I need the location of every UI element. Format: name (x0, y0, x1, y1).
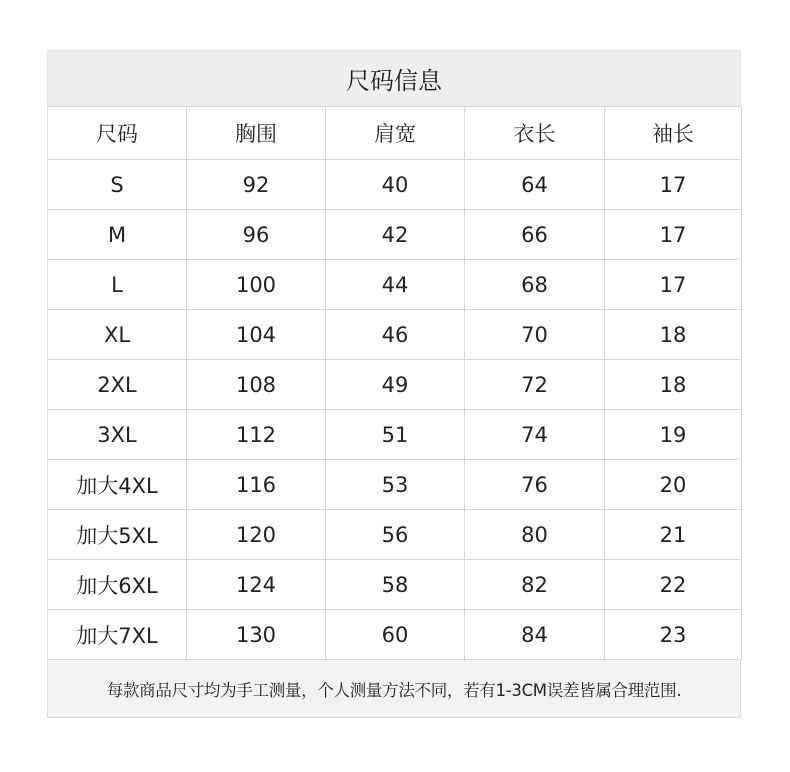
chest-cell: 120 (187, 510, 326, 560)
size-cell: S (48, 160, 187, 210)
sleeve-cell: 17 (605, 260, 742, 310)
chest-cell: 112 (187, 410, 326, 460)
chest-cell: 104 (187, 310, 326, 360)
length-cell: 70 (465, 310, 605, 360)
shoulder-cell: 58 (326, 560, 465, 610)
chest-cell: 92 (187, 160, 326, 210)
table-row (48, 460, 742, 510)
size-cell: 2XL (48, 360, 187, 410)
shoulder-cell: 53 (326, 460, 465, 510)
column-header-sleeve: 袖长 (605, 107, 742, 160)
sleeve-cell: 18 (605, 360, 742, 410)
size-table (47, 106, 742, 660)
table-row (48, 310, 742, 360)
sleeve-cell: 22 (605, 560, 742, 610)
chest-cell: 96 (187, 210, 326, 260)
header-row (48, 107, 742, 160)
shoulder-cell: 42 (326, 210, 465, 260)
length-cell: 68 (465, 260, 605, 310)
length-cell: 84 (465, 610, 605, 660)
size-cell: L (48, 260, 187, 310)
length-cell: 72 (465, 360, 605, 410)
length-cell: 74 (465, 410, 605, 460)
shoulder-cell: 49 (326, 360, 465, 410)
size-chart (47, 50, 741, 718)
column-header-size: 尺码 (48, 107, 187, 160)
sleeve-cell: 21 (605, 510, 742, 560)
length-cell: 80 (465, 510, 605, 560)
table-row (48, 410, 742, 460)
column-header-chest: 胸围 (187, 107, 326, 160)
chest-cell: 130 (187, 610, 326, 660)
table-row (48, 360, 742, 410)
sleeve-cell: 23 (605, 610, 742, 660)
sleeve-cell: 19 (605, 410, 742, 460)
table-row (48, 160, 742, 210)
column-header-length: 衣长 (465, 107, 605, 160)
length-cell: 66 (465, 210, 605, 260)
shoulder-cell: 46 (326, 310, 465, 360)
measurement-note: 每款商品尺寸均为手工测量，个人测量方法不同，若有1-3CM误差皆属合理范围. (47, 660, 741, 718)
shoulder-cell: 44 (326, 260, 465, 310)
shoulder-cell: 40 (326, 160, 465, 210)
size-cell: 加大5XL (48, 510, 187, 560)
length-cell: 64 (465, 160, 605, 210)
size-chart-title: 尺码信息 (47, 50, 741, 106)
length-cell: 82 (465, 560, 605, 610)
chest-cell: 100 (187, 260, 326, 310)
size-cell: M (48, 210, 187, 260)
column-header-shoulder: 肩宽 (326, 107, 465, 160)
chest-cell: 124 (187, 560, 326, 610)
sleeve-cell: 17 (605, 210, 742, 260)
table-row (48, 560, 742, 610)
shoulder-cell: 56 (326, 510, 465, 560)
length-cell: 76 (465, 460, 605, 510)
table-row (48, 510, 742, 560)
size-cell: 加大4XL (48, 460, 187, 510)
shoulder-cell: 51 (326, 410, 465, 460)
chest-cell: 108 (187, 360, 326, 410)
table-row (48, 260, 742, 310)
size-cell: 加大6XL (48, 560, 187, 610)
shoulder-cell: 60 (326, 610, 465, 660)
sleeve-cell: 17 (605, 160, 742, 210)
table-row (48, 210, 742, 260)
size-cell: 加大7XL (48, 610, 187, 660)
size-cell: XL (48, 310, 187, 360)
chest-cell: 116 (187, 460, 326, 510)
sleeve-cell: 20 (605, 460, 742, 510)
size-cell: 3XL (48, 410, 187, 460)
table-row (48, 610, 742, 660)
sleeve-cell: 18 (605, 310, 742, 360)
